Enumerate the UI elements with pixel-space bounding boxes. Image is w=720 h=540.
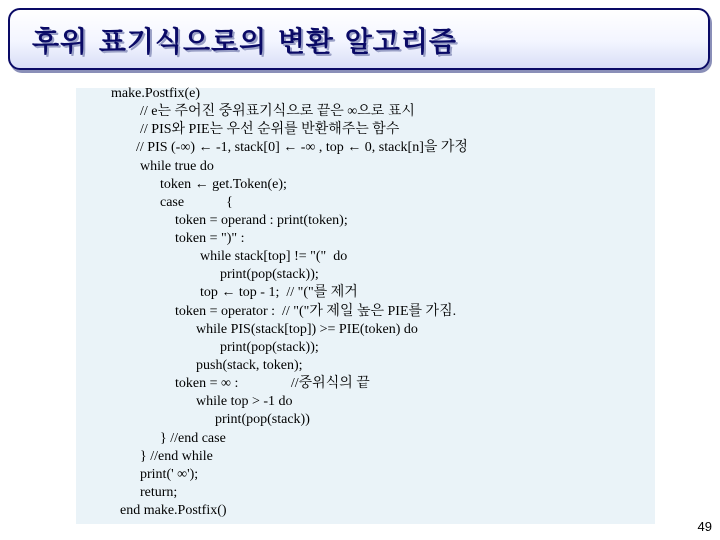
code-line: print(pop(stack)); [220,340,319,355]
code-line: while true do [140,159,214,174]
code-line: token = ∞ : //중위식의 끝 [175,376,370,391]
code-line: token = operand : print(token); [175,213,348,228]
code-line: while PIS(stack[top]) >= PIE(token) do [196,322,418,337]
code-line-comment: // PIS (-∞) ← -1, stack[0] ← -∞ , top ← 0, stack[n]을 가정 [136,140,468,155]
code-line-function-end: end make.Postfix() [120,503,227,518]
code-line-comment: // e는 주어진 중위표기식으로 끝은 ∞으로 표시 [140,104,415,119]
code-line: push(stack, token); [196,358,303,373]
slide-title-box [8,8,710,70]
code-line: case { [160,195,233,210]
code-line: token ← get.Token(e); [160,177,287,192]
page-number: 49 [697,519,712,534]
code-panel [76,88,655,524]
code-line: token = operator : // "("가 제일 높은 PIE를 가짐. [175,304,457,319]
code-line: token = ")" : [175,231,245,246]
code-line: } //end while [140,449,213,464]
code-line: } //end case [160,431,226,446]
code-line: return; [140,485,178,500]
code-line: print(' ∞'); [140,467,199,482]
code-line-function-header: make.Postfix(e) [111,86,201,101]
code-line: print(pop(stack)); [220,267,319,282]
code-line: while top > -1 do [196,394,293,409]
code-line: while stack[top] != "(" do [200,249,348,264]
slide-title: 후위 표기식으로의 변환 알고리즘 [32,25,457,58]
code-line-comment: // PIS와 PIE는 우선 순위를 반환해주는 함수 [140,122,400,137]
code-line: print(pop(stack)) [215,412,310,427]
code-line: top ← top - 1; // "("를 제거 [200,285,358,300]
